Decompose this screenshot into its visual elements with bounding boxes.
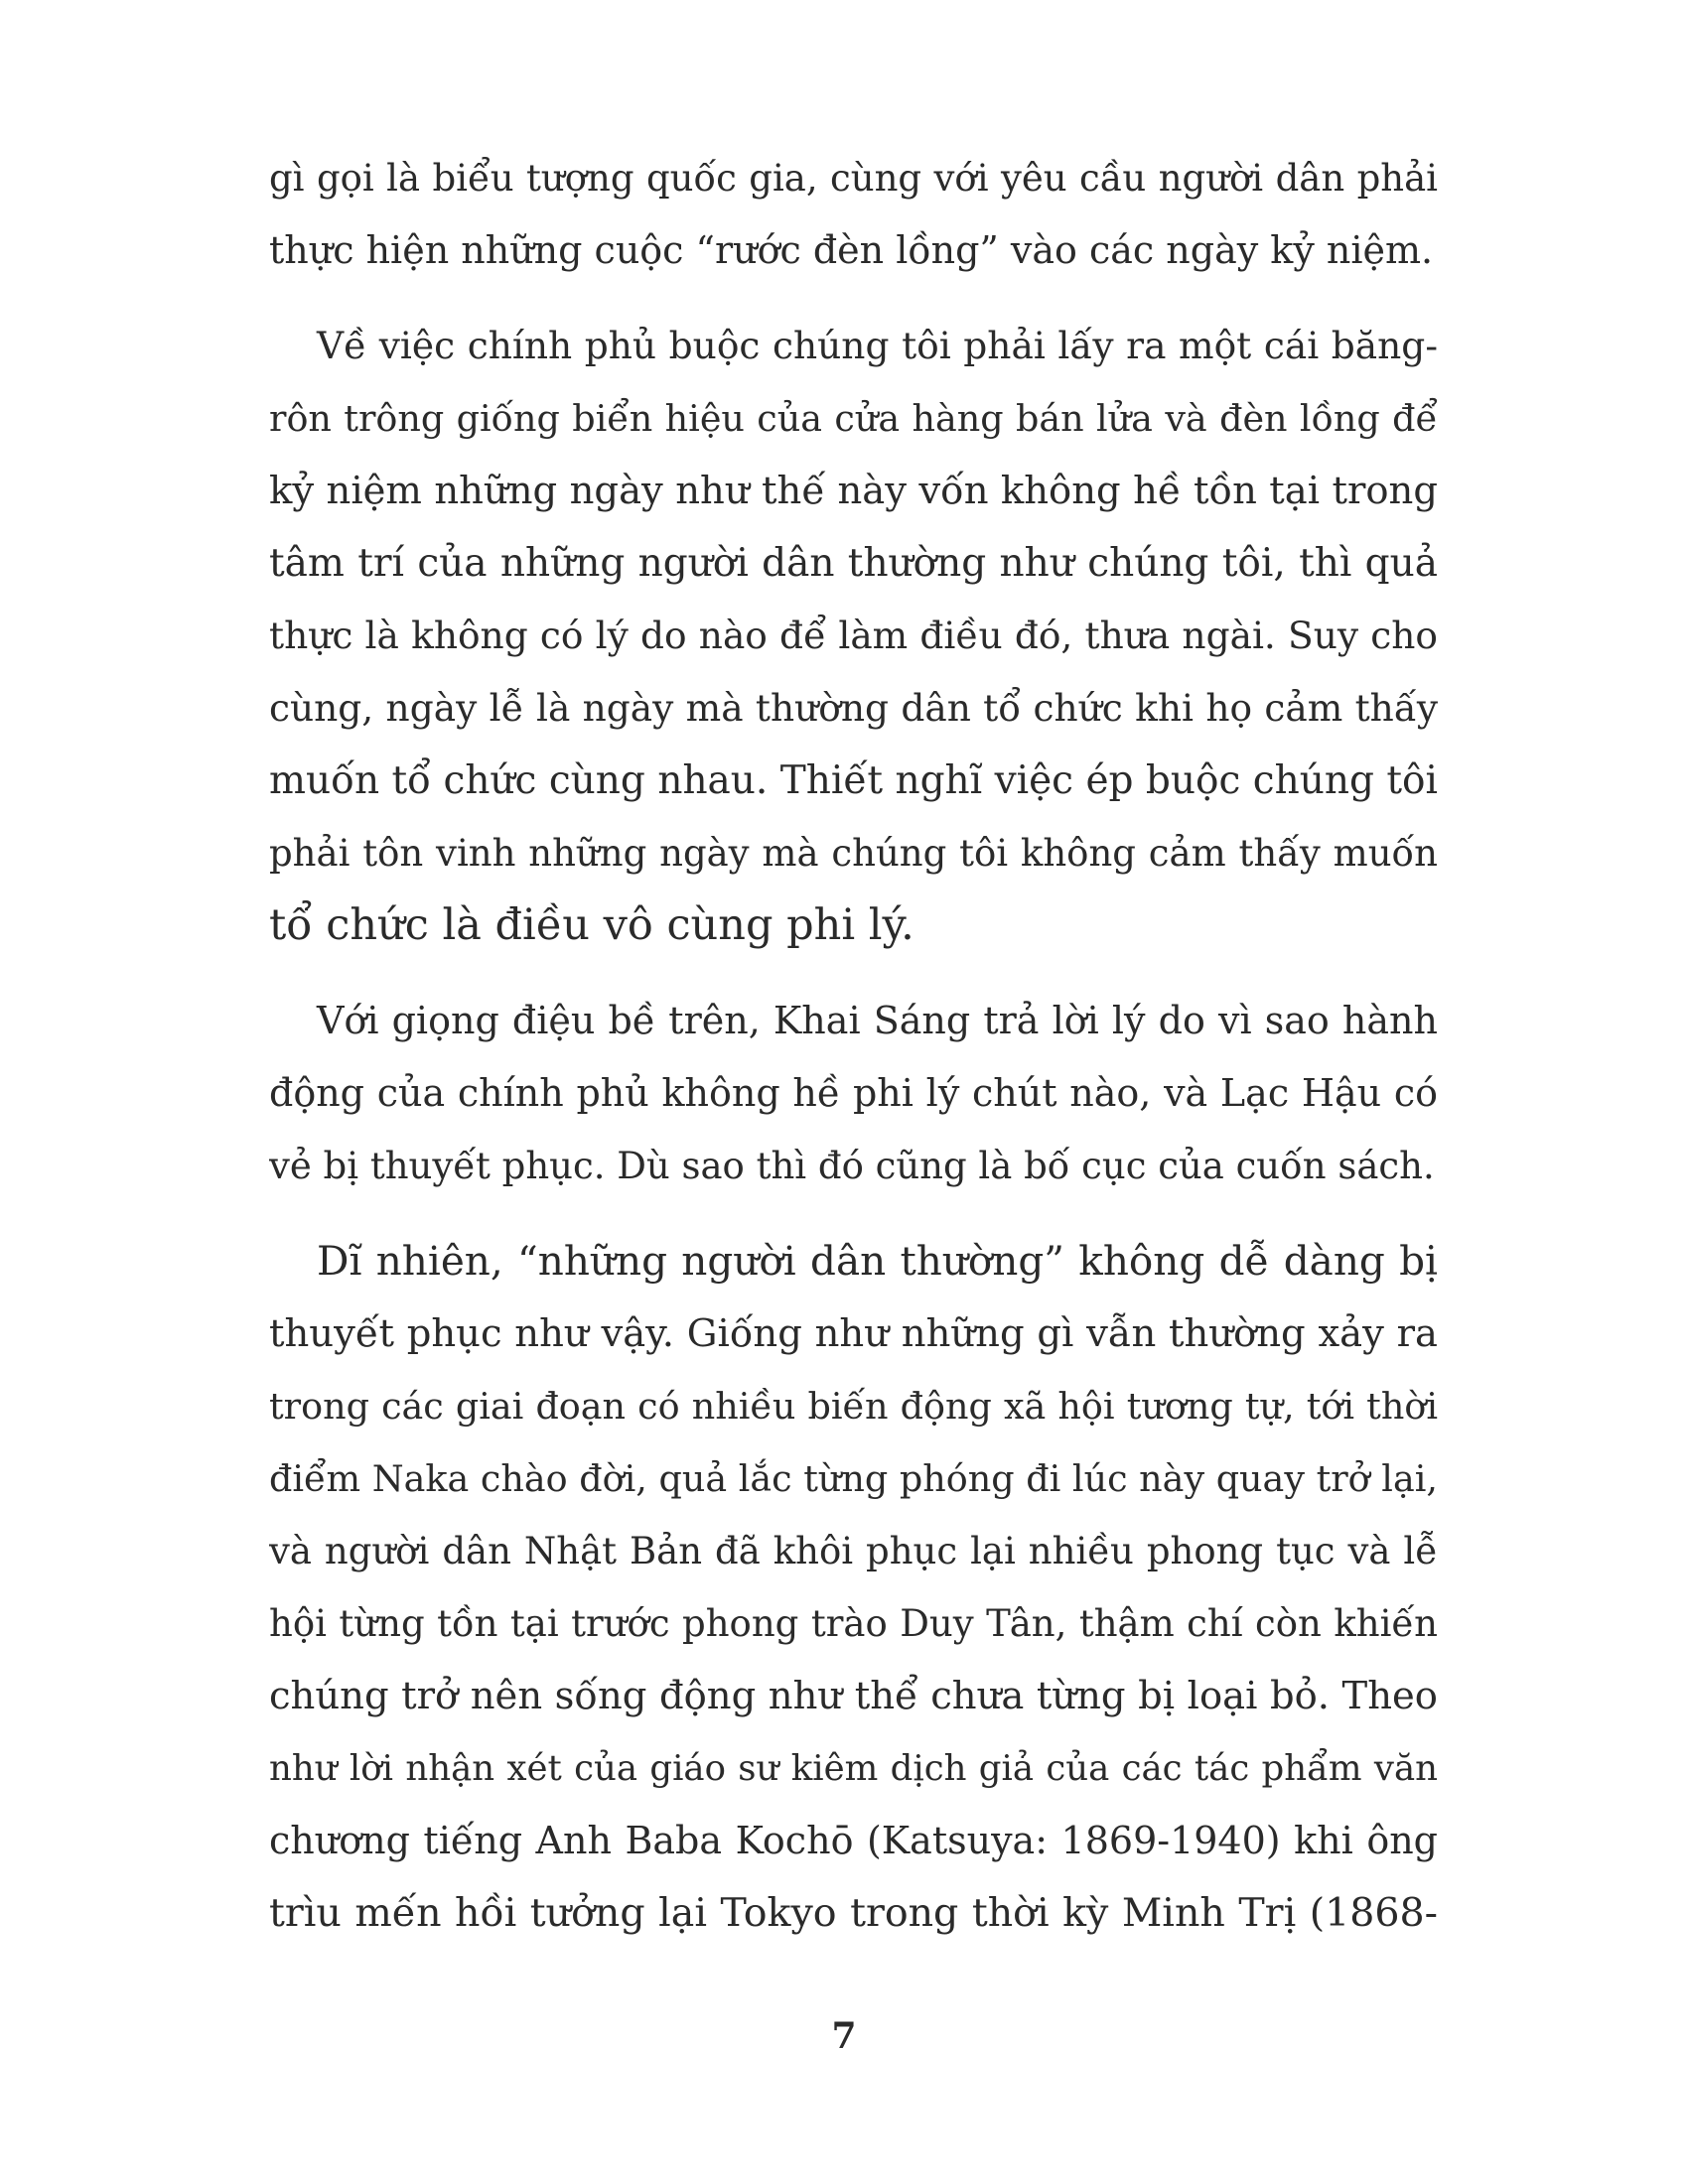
text-line: và người dân Nhật Bản đã khôi phục lại nhiều phong tục và lễ (269, 1530, 1438, 1572)
page-number: 7 (831, 2015, 857, 2057)
text-line: Với giọng điệu bề trên, Khai Sáng trả lời lý do vì sao hành (317, 999, 1438, 1042)
text-line: Về việc chính phủ buộc chúng tôi phải lấy ra một cái băng- (317, 324, 1438, 367)
paragraph-4 (269, 1225, 1438, 1950)
text-line: gì gọi là biểu tượng quốc gia, cùng với yêu cầu người dân phải (269, 157, 1438, 200)
text-line: động của chính phủ không hề phi lý chút nào, và Lạc Hậu có (269, 1071, 1438, 1115)
text-line: tâm trí của những người dân thường như chúng tôi, thì quả (269, 541, 1438, 586)
paragraph-1 (269, 142, 1438, 287)
paragraph-3 (269, 985, 1438, 1202)
paragraph-2 (269, 310, 1438, 962)
text-line: thực là không có lý do nào để làm điều đó, thưa ngài. Suy cho (269, 614, 1438, 657)
text-line: chương tiếng Anh Baba Kochō (Katsuya: 1869-1940) khi ông (269, 1819, 1438, 1862)
text-line: trong các giai đoạn có nhiều biến động xã hội tương tự, tới thời (269, 1385, 1438, 1428)
text-line: hội từng tồn tại trước phong trào Duy Tân, thậm chí còn khiến (269, 1602, 1438, 1645)
text-line: điểm Naka chào đời, quả lắc từng phóng đi lúc này quay trở lại, (269, 1457, 1438, 1500)
text-line: trìu mến hồi tưởng lại Tokyo trong thời kỳ Minh Trị (1868- (269, 1890, 1438, 1936)
text-line: rôn trông giống biển hiệu của cửa hàng bán lửa và đèn lồng để (269, 397, 1438, 440)
text-line: tổ chức là điều vô cùng phi lý. (269, 900, 914, 950)
text-line: muốn tổ chức cùng nhau. Thiết nghĩ việc ép buộc chúng tôi (269, 758, 1438, 803)
text-line: phải tôn vinh những ngày mà chúng tôi không cảm thấy muốn (269, 832, 1438, 875)
text-line: như lời nhận xét của giáo sư kiêm dịch giả của các tác phẩm văn (269, 1748, 1438, 1789)
text-line: thuyết phục như vậy. Giống như những gì vẫn thường xảy ra (269, 1311, 1438, 1356)
text-line: chúng trở nên sống động như thể chưa từng bị loại bỏ. Theo (269, 1674, 1438, 1718)
text-line: thực hiện những cuộc “rước đèn lồng” vào các ngày kỷ niệm. (269, 228, 1434, 272)
body-text (269, 142, 1438, 1950)
text-line: kỷ niệm những ngày như thế này vốn không hề tồn tại trong (269, 469, 1438, 513)
text-line: cùng, ngày lễ là ngày mà thường dân tổ chức khi họ cảm thấy (269, 686, 1438, 730)
text-line: vẻ bị thuyết phục. Dù sao thì đó cũng là bố cục của cuốn sách. (269, 1145, 1435, 1187)
text-line: Dĩ nhiên, “những người dân thường” không dễ dàng bị (317, 1237, 1438, 1285)
